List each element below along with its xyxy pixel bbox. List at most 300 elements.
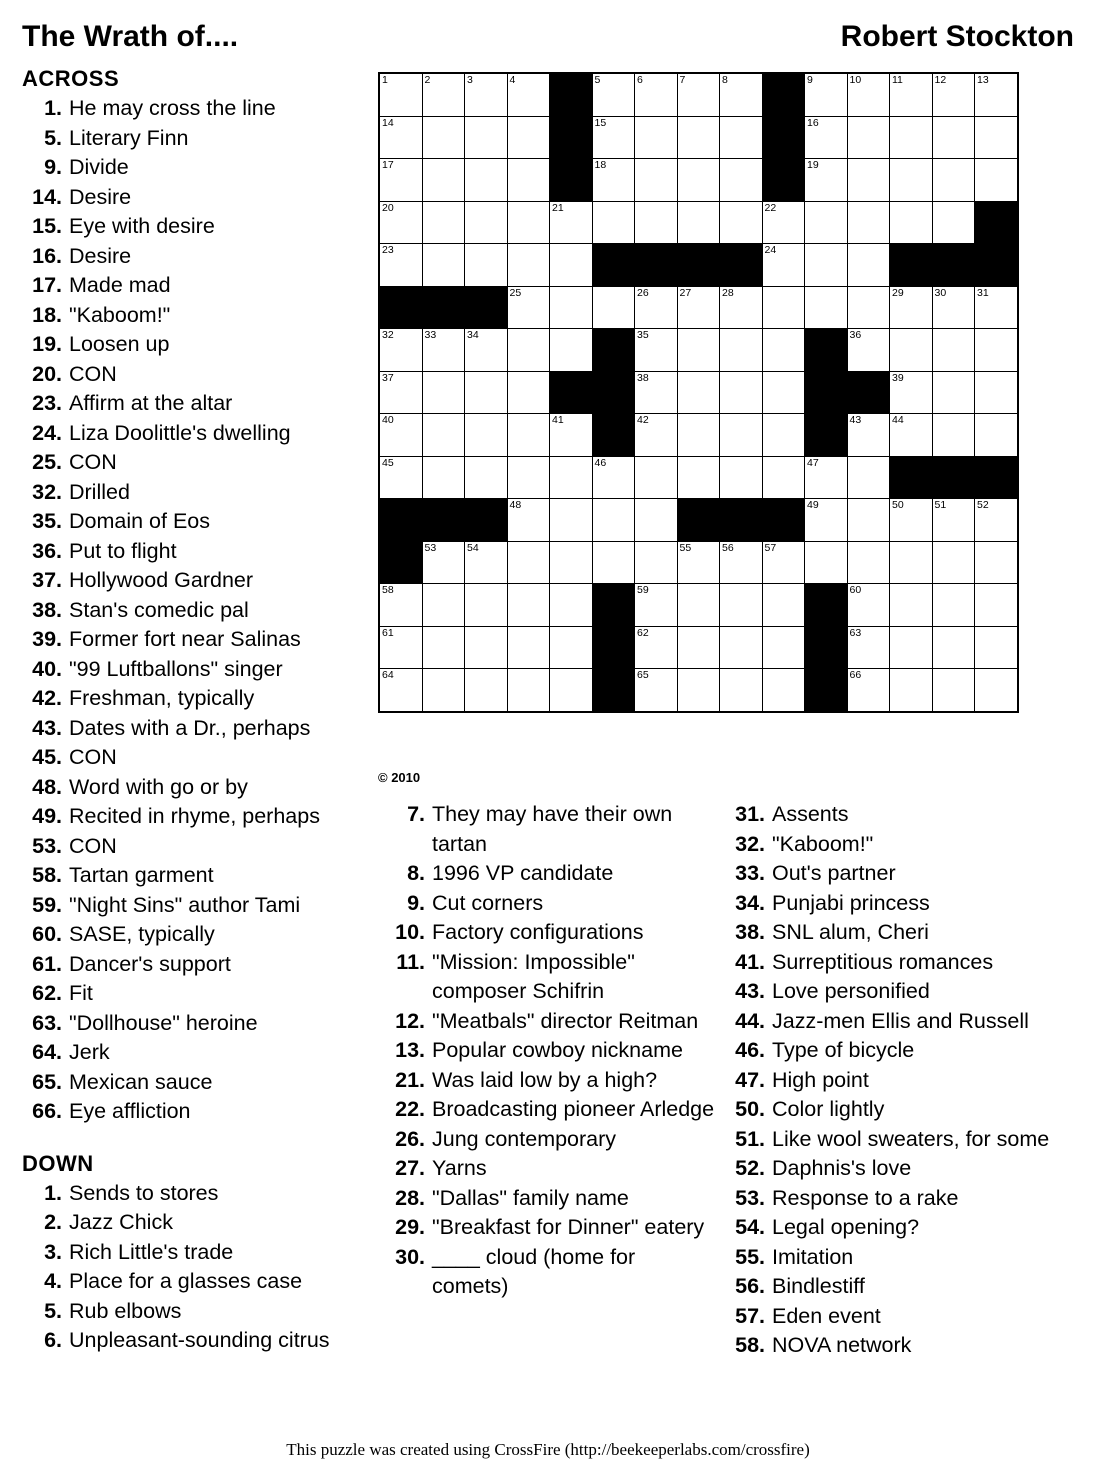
- grid-cell[interactable]: [932, 371, 975, 414]
- down-clue-item[interactable]: [725, 1272, 1070, 1302]
- grid-cell[interactable]: [805, 201, 848, 244]
- across-clue-item[interactable]: [22, 1068, 367, 1098]
- grid-cell[interactable]: [720, 73, 763, 116]
- down-clues-column-3: [725, 800, 1070, 1361]
- grid-cell[interactable]: [550, 499, 593, 542]
- across-clue-item[interactable]: [22, 330, 367, 360]
- grid-cell[interactable]: [932, 626, 975, 669]
- grid-cell[interactable]: [592, 116, 635, 159]
- down-clue-item[interactable]: [385, 859, 715, 889]
- grid-cell[interactable]: [422, 456, 465, 499]
- grid-cell[interactable]: [465, 244, 508, 287]
- grid-cell[interactable]: [975, 669, 1018, 712]
- grid-cell[interactable]: [677, 541, 720, 584]
- grid-cell[interactable]: [635, 499, 678, 542]
- grid-cell[interactable]: [635, 286, 678, 329]
- grid-cell[interactable]: [550, 669, 593, 712]
- clue-number: 18.: [32, 302, 62, 327]
- across-clue-item[interactable]: [22, 891, 367, 921]
- grid-cell-block: [592, 414, 635, 457]
- grid-cell[interactable]: [465, 159, 508, 202]
- grid-cell[interactable]: [762, 201, 805, 244]
- grid-cell[interactable]: [422, 584, 465, 627]
- grid-cell[interactable]: [507, 159, 550, 202]
- grid-cell[interactable]: [805, 73, 848, 116]
- clue-number: 53.: [32, 833, 62, 858]
- grid-cell[interactable]: [465, 414, 508, 457]
- down-clue-item[interactable]: [385, 1213, 715, 1243]
- grid-cell[interactable]: [465, 116, 508, 159]
- across-clue-item[interactable]: [22, 389, 367, 419]
- grid-cell[interactable]: [762, 371, 805, 414]
- down-clue-item[interactable]: [385, 948, 715, 1007]
- grid-cell[interactable]: [379, 201, 422, 244]
- grid-cell[interactable]: [550, 584, 593, 627]
- clue-number: 29.: [395, 1215, 425, 1239]
- grid-cell[interactable]: [422, 244, 465, 287]
- grid-cell[interactable]: [379, 159, 422, 202]
- down-clue-item[interactable]: [725, 830, 1070, 860]
- across-clue-item[interactable]: [22, 478, 367, 508]
- across-clue-item[interactable]: [22, 153, 367, 183]
- grid-cell-number: 66: [849, 669, 862, 681]
- clue-number: 56.: [735, 1274, 765, 1298]
- grid-cell[interactable]: [635, 626, 678, 669]
- grid-cell[interactable]: [932, 201, 975, 244]
- grid-cell[interactable]: [422, 159, 465, 202]
- grid-cell[interactable]: [507, 329, 550, 372]
- grid-cell[interactable]: [975, 414, 1018, 457]
- grid-cell[interactable]: [635, 201, 678, 244]
- grid-cell[interactable]: [379, 73, 422, 116]
- across-clue-item[interactable]: [22, 212, 367, 242]
- grid-cell[interactable]: [465, 626, 508, 669]
- grid-cell[interactable]: [379, 626, 422, 669]
- across-clue-item[interactable]: [22, 419, 367, 449]
- clue-number: 9.: [407, 890, 425, 915]
- across-clue-item[interactable]: [22, 301, 367, 331]
- grid-cell[interactable]: [465, 329, 508, 372]
- grid-cell[interactable]: [762, 626, 805, 669]
- grid-cell[interactable]: [550, 286, 593, 329]
- grid-cell[interactable]: [975, 499, 1018, 542]
- down-clue-item[interactable]: [725, 977, 1070, 1007]
- down-clue-item[interactable]: [22, 1267, 367, 1297]
- grid-cell[interactable]: [805, 116, 848, 159]
- grid-cell[interactable]: [720, 286, 763, 329]
- down-clue-item[interactable]: [725, 1125, 1070, 1155]
- grid-cell[interactable]: [379, 116, 422, 159]
- across-clue-item[interactable]: [22, 773, 367, 803]
- grid-cell[interactable]: [422, 329, 465, 372]
- grid-cell[interactable]: [720, 456, 763, 499]
- clue-number: 38.: [32, 597, 62, 622]
- clue-number: 35.: [32, 509, 62, 533]
- grid-cell[interactable]: [465, 669, 508, 712]
- grid-cell[interactable]: [975, 626, 1018, 669]
- clue-text: Response to a rake: [772, 1185, 959, 1210]
- grid-cell[interactable]: [720, 159, 763, 202]
- grid-cell[interactable]: [975, 286, 1018, 329]
- grid-cell[interactable]: [550, 244, 593, 287]
- clue-text: Yarns: [432, 1156, 487, 1180]
- grid-cell[interactable]: [762, 244, 805, 287]
- grid-cell[interactable]: [677, 584, 720, 627]
- across-clue-item[interactable]: [22, 832, 367, 862]
- clue-text: Eye with desire: [69, 214, 215, 238]
- grid-cell[interactable]: [847, 329, 890, 372]
- grid-cell[interactable]: [720, 626, 763, 669]
- grid-cell[interactable]: [677, 286, 720, 329]
- grid-cell[interactable]: [677, 73, 720, 116]
- across-clue-item[interactable]: [22, 861, 367, 891]
- grid-cell[interactable]: [932, 73, 975, 116]
- grid-cell[interactable]: [890, 116, 933, 159]
- grid-cell[interactable]: [975, 584, 1018, 627]
- grid-cell[interactable]: [677, 116, 720, 159]
- grid-cell[interactable]: [465, 541, 508, 584]
- grid-cell[interactable]: [677, 201, 720, 244]
- grid-cell[interactable]: [762, 329, 805, 372]
- grid-cell[interactable]: [762, 669, 805, 712]
- grid-cell[interactable]: [465, 201, 508, 244]
- grid-cell[interactable]: [635, 541, 678, 584]
- grid-cell[interactable]: [379, 456, 422, 499]
- down-clue-item[interactable]: [385, 1095, 715, 1125]
- down-clue-item[interactable]: [725, 800, 1070, 830]
- grid-cell[interactable]: [932, 159, 975, 202]
- grid-cell[interactable]: [847, 116, 890, 159]
- grid-cell[interactable]: [847, 584, 890, 627]
- grid-cell[interactable]: [677, 329, 720, 372]
- down-clue-item[interactable]: [385, 1154, 715, 1184]
- grid-cell[interactable]: [422, 201, 465, 244]
- clue-text: Desire: [69, 184, 132, 209]
- grid-cell[interactable]: [677, 626, 720, 669]
- grid-cell[interactable]: [507, 371, 550, 414]
- grid-cell[interactable]: [635, 371, 678, 414]
- grid-cell[interactable]: [805, 456, 848, 499]
- grid-cell[interactable]: [720, 329, 763, 372]
- across-clue-item[interactable]: [22, 507, 367, 537]
- grid-cell[interactable]: [422, 669, 465, 712]
- grid-table[interactable]: [378, 72, 1019, 713]
- down-clue-item[interactable]: [725, 1331, 1070, 1361]
- grid-cell[interactable]: [975, 116, 1018, 159]
- grid-cell[interactable]: [422, 116, 465, 159]
- grid-cell[interactable]: [720, 201, 763, 244]
- grid-cell[interactable]: [507, 244, 550, 287]
- down-clue-item[interactable]: [385, 1066, 715, 1096]
- grid-cell[interactable]: [507, 541, 550, 584]
- grid-cell[interactable]: [550, 414, 593, 457]
- grid-cell[interactable]: [507, 414, 550, 457]
- down-clue-item[interactable]: [725, 1007, 1070, 1037]
- grid-cell[interactable]: [975, 73, 1018, 116]
- grid-cell-block: [592, 669, 635, 712]
- grid-cell[interactable]: [847, 244, 890, 287]
- across-clue-item[interactable]: [22, 360, 367, 390]
- grid-cell[interactable]: [762, 414, 805, 457]
- grid-cell-block: [805, 626, 848, 669]
- down-clue-item[interactable]: [725, 1095, 1070, 1125]
- grid-cell[interactable]: [890, 201, 933, 244]
- grid-cell-number: 9: [807, 74, 813, 86]
- grid-cell[interactable]: [890, 414, 933, 457]
- grid-cell[interactable]: [592, 499, 635, 542]
- grid-cell[interactable]: [550, 541, 593, 584]
- clue-number: 60.: [32, 922, 62, 946]
- grid-cell[interactable]: [507, 286, 550, 329]
- across-clue-item[interactable]: [22, 271, 367, 301]
- grid-cell[interactable]: [847, 286, 890, 329]
- down-clue-item[interactable]: [385, 918, 715, 948]
- grid-cell[interactable]: [635, 73, 678, 116]
- grid-cell-block: [592, 584, 635, 627]
- grid-cell[interactable]: [847, 456, 890, 499]
- grid-cell[interactable]: [422, 541, 465, 584]
- across-clue-item[interactable]: [22, 625, 367, 655]
- across-clue-item[interactable]: [22, 802, 367, 832]
- grid-cell[interactable]: [635, 456, 678, 499]
- grid-cell[interactable]: [975, 541, 1018, 584]
- down-clue-item[interactable]: [385, 1007, 715, 1037]
- grid-cell[interactable]: [379, 329, 422, 372]
- grid-cell[interactable]: [379, 584, 422, 627]
- down-clue-item[interactable]: [385, 1184, 715, 1214]
- grid-cell[interactable]: [550, 456, 593, 499]
- across-clue-item[interactable]: [22, 124, 367, 154]
- grid-cell[interactable]: [507, 201, 550, 244]
- grid-cell[interactable]: [635, 159, 678, 202]
- across-clue-item[interactable]: [22, 448, 367, 478]
- down-clue-item[interactable]: [385, 1036, 715, 1066]
- grid-cell-number: 48: [509, 499, 522, 511]
- grid-cell[interactable]: [465, 73, 508, 116]
- grid-cell[interactable]: [465, 371, 508, 414]
- grid-cell[interactable]: [847, 201, 890, 244]
- grid-cell[interactable]: [550, 626, 593, 669]
- grid-cell[interactable]: [635, 584, 678, 627]
- down-clue-item[interactable]: [725, 889, 1070, 919]
- grid-cell[interactable]: [932, 499, 975, 542]
- grid-row: [379, 414, 1018, 457]
- grid-cell-block: [677, 244, 720, 287]
- grid-cell[interactable]: [932, 584, 975, 627]
- grid-cell[interactable]: [550, 329, 593, 372]
- grid-cell[interactable]: [890, 584, 933, 627]
- down-clue-item[interactable]: [725, 1066, 1070, 1096]
- grid-cell[interactable]: [890, 159, 933, 202]
- clue-text: Surreptitious romances: [772, 949, 994, 974]
- grid-cell[interactable]: [847, 499, 890, 542]
- down-clue-item[interactable]: [725, 1154, 1070, 1184]
- grid-cell[interactable]: [932, 329, 975, 372]
- clue-text: CON: [69, 745, 117, 769]
- down-clue-item[interactable]: [22, 1238, 367, 1268]
- grid-cell[interactable]: [805, 244, 848, 287]
- grid-cell[interactable]: [720, 584, 763, 627]
- grid-cell[interactable]: [847, 414, 890, 457]
- grid-cell-number: 46: [594, 456, 607, 469]
- down-clue-item[interactable]: [385, 1125, 715, 1155]
- down-clue-item[interactable]: [725, 918, 1070, 948]
- across-clue-item[interactable]: [22, 94, 367, 124]
- grid-cell[interactable]: [720, 116, 763, 159]
- grid-cell[interactable]: [762, 541, 805, 584]
- grid-cell[interactable]: [762, 456, 805, 499]
- grid-cell[interactable]: [422, 73, 465, 116]
- down-clue-item[interactable]: [725, 948, 1070, 978]
- down-clue-item[interactable]: [725, 1243, 1070, 1273]
- grid-cell[interactable]: [720, 669, 763, 712]
- grid-cell[interactable]: [592, 159, 635, 202]
- grid-cell[interactable]: [507, 669, 550, 712]
- down-clue-item[interactable]: [725, 1036, 1070, 1066]
- down-clue-item[interactable]: [22, 1179, 367, 1209]
- grid-cell[interactable]: [762, 584, 805, 627]
- across-clue-item[interactable]: [22, 714, 367, 744]
- grid-cell[interactable]: [677, 414, 720, 457]
- grid-cell[interactable]: [635, 329, 678, 372]
- crossword-grid[interactable]: [378, 72, 1019, 713]
- grid-cell[interactable]: [422, 414, 465, 457]
- down-clue-item[interactable]: [725, 1213, 1070, 1243]
- down-clue-item[interactable]: [22, 1297, 367, 1327]
- grid-cell[interactable]: [847, 626, 890, 669]
- grid-cell[interactable]: [635, 669, 678, 712]
- grid-cell[interactable]: [890, 626, 933, 669]
- grid-cell[interactable]: [975, 371, 1018, 414]
- clue-number: 14.: [32, 184, 62, 209]
- grid-cell[interactable]: [550, 201, 593, 244]
- grid-cell[interactable]: [975, 329, 1018, 372]
- across-clue-item[interactable]: [22, 950, 367, 980]
- down-clue-item[interactable]: [725, 859, 1070, 889]
- grid-cell[interactable]: [635, 116, 678, 159]
- grid-cell[interactable]: [932, 116, 975, 159]
- across-clue-item[interactable]: [22, 596, 367, 626]
- across-clue-item[interactable]: [22, 979, 367, 1009]
- down-clue-item[interactable]: [725, 1184, 1070, 1214]
- grid-cell[interactable]: [762, 286, 805, 329]
- across-clue-item[interactable]: [22, 684, 367, 714]
- clue-text: Word with go or by: [69, 774, 248, 799]
- across-clue-item[interactable]: [22, 1009, 367, 1039]
- clue-number: 32.: [32, 479, 62, 504]
- grid-cell[interactable]: [507, 626, 550, 669]
- grid-cell[interactable]: [592, 456, 635, 499]
- grid-cell[interactable]: [805, 541, 848, 584]
- down-clue-item[interactable]: [385, 800, 715, 859]
- grid-cell[interactable]: [847, 159, 890, 202]
- grid-cell[interactable]: [379, 244, 422, 287]
- grid-cell[interactable]: [379, 371, 422, 414]
- clue-number: 53.: [735, 1185, 765, 1210]
- grid-cell[interactable]: [890, 329, 933, 372]
- grid-cell[interactable]: [847, 73, 890, 116]
- grid-cell[interactable]: [805, 499, 848, 542]
- grid-cell[interactable]: [890, 499, 933, 542]
- grid-cell[interactable]: [465, 584, 508, 627]
- grid-cell[interactable]: [847, 669, 890, 712]
- grid-cell[interactable]: [592, 286, 635, 329]
- grid-cell[interactable]: [890, 286, 933, 329]
- grid-cell[interactable]: [507, 73, 550, 116]
- grid-cell[interactable]: [677, 159, 720, 202]
- across-clue-item[interactable]: [22, 242, 367, 272]
- grid-cell[interactable]: [677, 669, 720, 712]
- grid-cell[interactable]: [422, 626, 465, 669]
- across-clue-item[interactable]: [22, 537, 367, 567]
- grid-cell[interactable]: [805, 159, 848, 202]
- grid-cell-number: 52: [977, 499, 989, 511]
- grid-cell[interactable]: [890, 541, 933, 584]
- clue-number: 27.: [395, 1156, 425, 1180]
- grid-cell[interactable]: [507, 499, 550, 542]
- grid-cell[interactable]: [720, 541, 763, 584]
- grid-cell-number: 51: [934, 499, 947, 511]
- grid-cell[interactable]: [592, 73, 635, 116]
- grid-cell[interactable]: [932, 669, 975, 712]
- grid-cell-number: 1: [382, 74, 388, 86]
- across-clue-item[interactable]: [22, 1038, 367, 1068]
- grid-cell[interactable]: [805, 286, 848, 329]
- grid-cell[interactable]: [507, 456, 550, 499]
- grid-cell[interactable]: [932, 541, 975, 584]
- grid-cell[interactable]: [932, 286, 975, 329]
- across-clue-item[interactable]: [22, 920, 367, 950]
- across-clue-item[interactable]: [22, 566, 367, 596]
- grid-cell[interactable]: [379, 669, 422, 712]
- grid-cell-block: [465, 499, 508, 542]
- grid-cell[interactable]: [592, 541, 635, 584]
- across-clue-item[interactable]: [22, 655, 367, 685]
- grid-cell[interactable]: [465, 456, 508, 499]
- grid-cell-block: [975, 201, 1018, 244]
- across-clue-item[interactable]: [22, 743, 367, 773]
- down-clue-item[interactable]: [725, 1302, 1070, 1332]
- grid-cell-block: [932, 244, 975, 287]
- grid-cell[interactable]: [592, 201, 635, 244]
- down-clue-item[interactable]: [385, 1243, 715, 1302]
- grid-cell[interactable]: [975, 159, 1018, 202]
- grid-cell[interactable]: [890, 371, 933, 414]
- grid-cell-number: 41: [552, 414, 564, 426]
- grid-cell[interactable]: [677, 456, 720, 499]
- clue-text: Jung contemporary: [432, 1126, 617, 1151]
- grid-cell[interactable]: [379, 414, 422, 457]
- grid-cell[interactable]: [720, 414, 763, 457]
- grid-cell[interactable]: [422, 371, 465, 414]
- grid-cell[interactable]: [507, 116, 550, 159]
- grid-cell-block: [805, 329, 848, 372]
- grid-cell[interactable]: [720, 371, 763, 414]
- down-clue-item[interactable]: [22, 1208, 367, 1238]
- grid-cell[interactable]: [890, 669, 933, 712]
- down-clue-item[interactable]: [385, 889, 715, 919]
- grid-cell[interactable]: [507, 584, 550, 627]
- grid-cell[interactable]: [890, 73, 933, 116]
- across-clue-item[interactable]: [22, 183, 367, 213]
- grid-cell-number: 54: [467, 541, 479, 554]
- down-clue-item[interactable]: [22, 1326, 367, 1356]
- across-clue-item[interactable]: [22, 1097, 367, 1127]
- grid-cell[interactable]: [932, 414, 975, 457]
- grid-cell[interactable]: [677, 371, 720, 414]
- grid-cell[interactable]: [635, 414, 678, 457]
- grid-cell[interactable]: [847, 541, 890, 584]
